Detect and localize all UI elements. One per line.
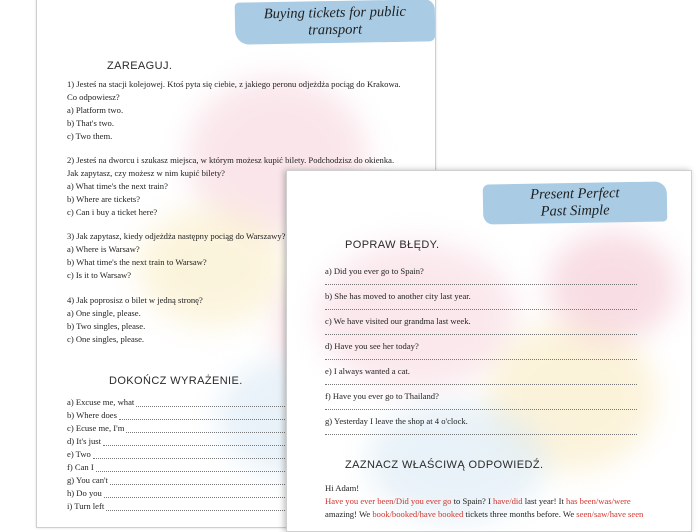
completion-row [67,488,293,498]
blank-line [104,489,293,498]
letter-text: to Spain? I [451,496,494,506]
completion-row [67,436,293,446]
completion-prompt: c) Ecuse me, I'm [67,423,125,433]
blank-line [119,411,293,420]
completion-prompt: d) It's just [67,436,102,446]
answer-line [325,434,637,435]
answer-option: b) That's two. [67,118,114,128]
answer-option: a) One single, please. [67,308,141,318]
letter-text: last year! It [522,496,567,506]
letter-line-1 [325,495,631,508]
title-line: Present Perfect [530,185,620,203]
choice-options: book/booked/have booked [372,509,464,519]
sentence-to-correct: e) I always wanted a cat. [325,366,410,376]
question-text: 2) Jesteś na dworcu i szukasz miejsca, w którym możesz kupić bilety. Podchodzisz do okienka. [67,155,395,165]
title-banner [235,0,436,45]
completion-prompt: a) Excuse me, what [67,397,135,407]
answer-line [325,409,637,410]
letter-text: tickets three months before. We [463,509,577,519]
blank-line [103,437,293,446]
section-heading: POPRAW BŁĘDY. [345,239,440,251]
answer-option: c) Is it to Warsaw? [67,270,132,280]
answer-option: b) Two singles, please. [67,321,146,331]
answer-option: c) Can i buy a ticket here? [67,207,158,217]
answer-option: a) What time's the next train? [67,181,168,191]
answer-option: c) One singles, please. [67,334,145,344]
completion-row [67,475,293,485]
letter-line-2 [325,508,643,521]
blank-line [96,463,293,472]
blank-line [126,424,293,433]
question-text: Co odpowiesz? [67,92,120,102]
title-line: Past Simple [540,202,610,220]
choice-options: has been/was/were [566,496,631,506]
blank-line [106,502,293,511]
answer-line [325,384,637,385]
letter-text: amazing! We [325,509,373,519]
sentence-to-correct: f) Have you ever go to Thailand? [325,391,439,401]
completion-prompt: i) Turn left [67,501,105,511]
sentence-to-correct: a) Did you ever go to Spain? [325,266,424,276]
question-text: 1) Jesteś na stacji kolejowej. Ktoś pyta się ciebie, z jakiego peronu odjeżdża pociąg do Krakowa. [67,79,401,89]
sentence-to-correct: d) Have you see her today? [325,341,419,351]
answer-line [325,284,637,285]
letter-greeting: Hi Adam! [325,483,360,493]
completion-row [67,410,293,420]
answer-line [325,334,637,335]
question-text: 3) Jak zapytasz, kiedy odjeżdża następny pociąg do Warszawy? [67,231,286,241]
title-line: transport [308,21,363,39]
section-heading: ZAZNACZ WŁAŚCIWĄ ODPOWIEDŹ. [345,459,544,471]
completion-row [67,423,293,433]
question-text: Jak zapytasz, czy możesz w nim kupić bilety? [67,168,225,178]
completion-row [67,501,293,511]
title-line: Buying tickets for public [263,3,407,23]
answer-option: a) Platform two. [67,105,124,115]
section-heading: DOKOŃCZ WYRAŻENIE. [109,375,243,387]
answer-option: a) Where is Warsaw? [67,244,140,254]
title-banner [483,181,668,224]
choice-options: seen/saw/have seen [576,509,644,519]
answer-option: b) What time's the next train to Warsaw? [67,257,207,267]
answer-option: c) Two them. [67,131,113,141]
blank-line [136,398,293,407]
completion-row [67,462,293,472]
completion-prompt: e) Two [67,449,91,459]
answer-line [325,309,637,310]
answer-option: b) Where are tickets? [67,194,141,204]
choice-options: Have you ever been/Did you ever go [325,496,452,506]
sentence-to-correct: b) She has moved to another city last year. [325,291,471,301]
completion-prompt: g) You can't [67,475,108,485]
completion-row [67,449,293,459]
completion-prompt: f) Can I [67,462,94,472]
section-heading: ZAREAGUJ. [107,60,173,72]
choice-options: have/did [493,496,523,506]
blank-line [110,476,293,485]
completion-row [67,397,293,407]
sentence-to-correct: c) We have visited our grandma last week. [325,316,471,326]
blank-line [93,450,293,459]
completion-prompt: b) Where does [67,410,117,420]
completion-prompt: h) Do you [67,488,102,498]
answer-line [325,359,637,360]
worksheet-present-perfect [286,170,692,532]
question-text: 4) Jak poprosisz o bilet w jedną stronę? [67,295,203,305]
sentence-to-correct: g) Yesterday I leave the shop at 4 o'clock. [325,416,468,426]
watercolor-wash [547,231,677,341]
